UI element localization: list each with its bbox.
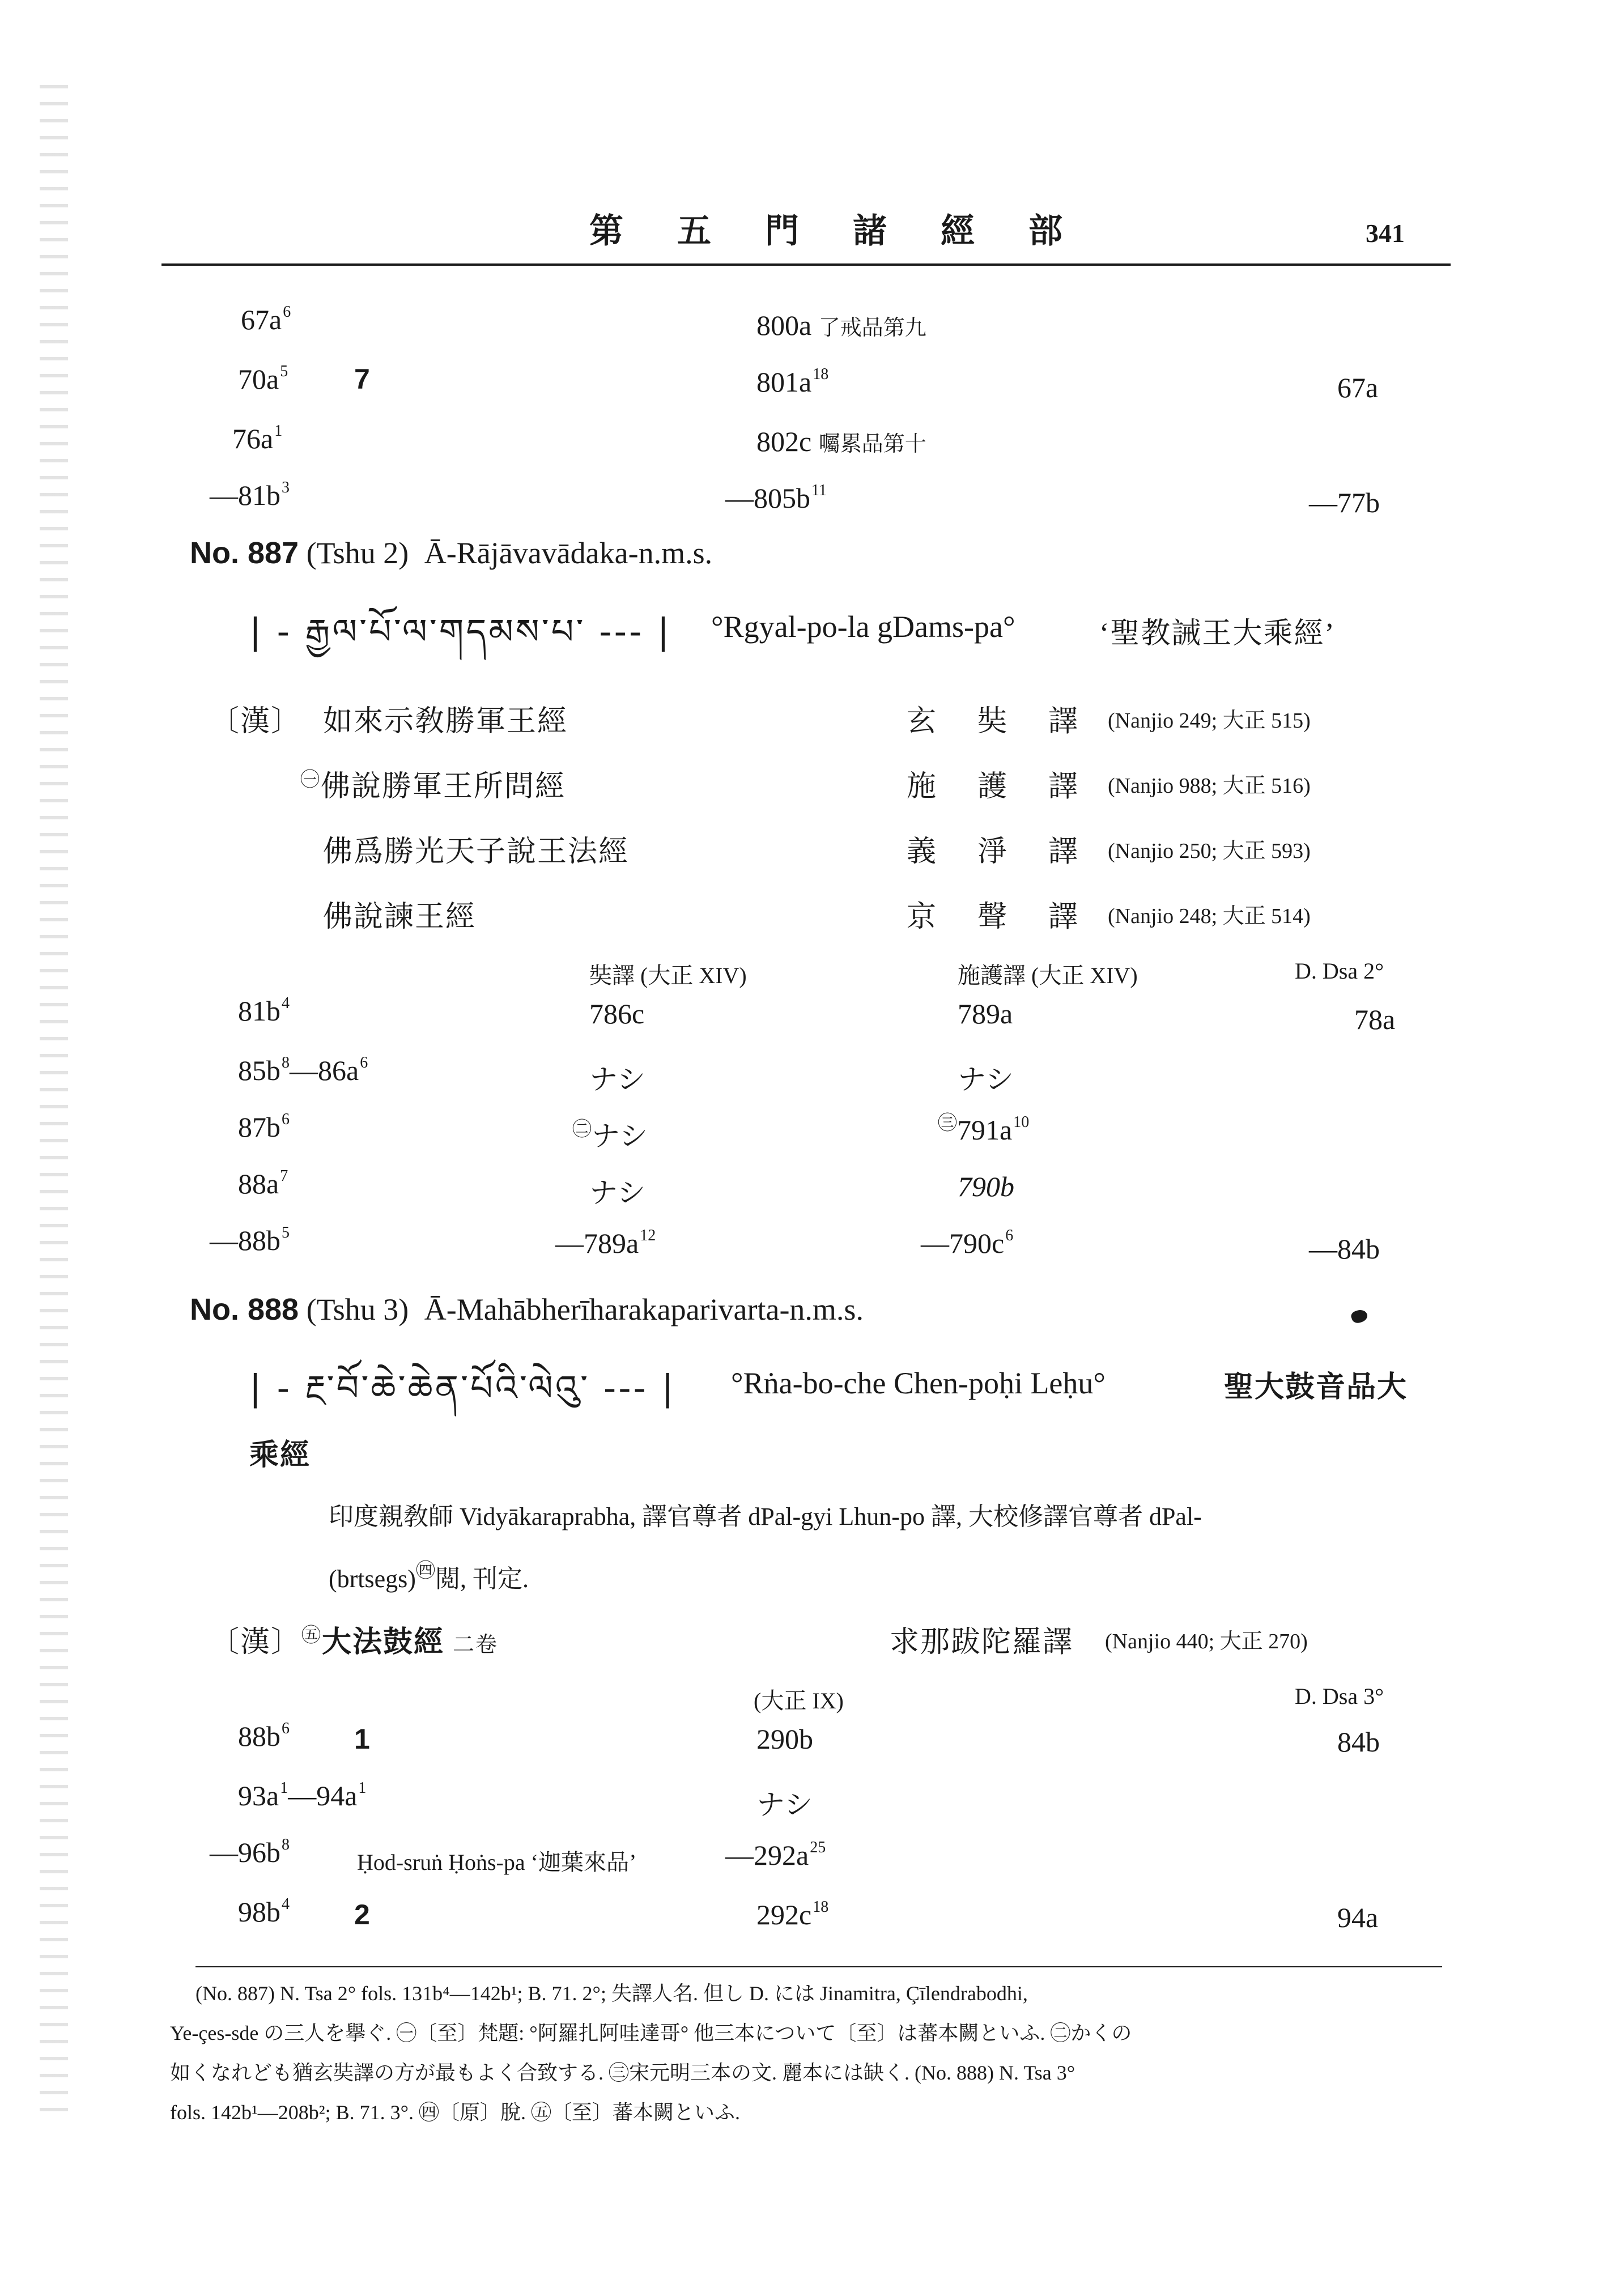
entry-887-romanized-title: °Rgyal-po-la gDams-pa° [711, 610, 1015, 644]
table-row-3-col3: 802c 囑累品第十 [756, 426, 926, 457]
entry-887-row-3-col2: $^㊁$ナシ [572, 1119, 648, 1152]
translation-2-sutra: $^㊀$佛說勝軍王所問經 [300, 769, 566, 803]
entry-888-description-continued: (brtsegs)$^㊃$閲, 刊定. [329, 1561, 529, 1593]
entry-887-row-5-col3: $—790c^6$ [921, 1227, 1014, 1259]
table-row-1-col1: $67a^6$ [241, 303, 291, 335]
scan-edge-artifact [40, 85, 68, 2125]
footnote-line-3: 如くなれども猶玄奘譯の方が最もよく合致する. ㊂宋元明三本の文. 麗本には缺く. (No. 888) N. Tsa 3° [170, 2061, 1075, 2084]
entry-888-row-2-col1: $93a^1—94a^1$ [238, 1779, 367, 1812]
entry-888-row-1-col4: 84b [1337, 1726, 1380, 1758]
translation-2-ref: (Nanjio 988; 大正 516) [1108, 774, 1311, 798]
footnote-line-4: fols. 142b¹—208b²; B. 71. 3°. ㊃〔原〕脫. ㊄〔至〕蕃本闕といふ. [170, 2101, 740, 2124]
entry-887-row-5-col4: —84b [1309, 1233, 1380, 1265]
entry-888-tibetan-title: | - རྔ་བོ་ཆེ་ཆེན་པོའི་ལེའུ་ --- | [249, 1367, 676, 1409]
entry-887-row-2-col3: ナシ [958, 1064, 1014, 1095]
entry-887-han-label: 〔漢〕 [210, 705, 302, 738]
entry-888-translator-description: 印度親敎師 Vidyākaraprabha, 譯官尊者 dPal-gyi Lhun-po 譯, 大校修譯官尊者 dPal- [329, 1503, 1202, 1530]
entry-888-row-3-col2: Ḥod-sruṅ Ḥoṅs-pa ‘迦葉來品’ [357, 1849, 637, 1875]
translation-1-sutra: 如來示敎勝軍王經 [323, 705, 568, 738]
entry-887-tshu: (Tshu 2) [306, 536, 409, 570]
entry-887-title: Ā-Rājāvavādaka-n.m.s. [424, 536, 713, 570]
table-row-2-col2: 7 [354, 363, 370, 395]
entry-887-heading [190, 535, 712, 571]
entry-887-row-2-col2: ナシ [589, 1064, 645, 1095]
entry-888-han-line: 〔漢〕$^㊄$大法鼓經 二卷 [210, 1625, 499, 1659]
footnote-line-1: (No. 887) N. Tsa 2° fols. 131b⁴—142b¹; B. 71. 2°; 失譯人名. 但し D. には Jinamitra, Çīlendrabodhi, [195, 1982, 1028, 2005]
translation-4-sutra: 佛說諫王經 [323, 901, 477, 933]
entry-887-row-5-col2: $—789a^{12}$ [555, 1227, 656, 1259]
page-header-title: 第 五 門 諸 經 部 [589, 212, 1085, 250]
entry-888-han-ref: (Nanjio 440; 大正 270) [1105, 1630, 1308, 1653]
entry-888-row-3-col1: $—96b^8$ [210, 1836, 290, 1868]
entry-888-row-2-col3: ナシ [756, 1789, 813, 1821]
table-row-4-col4: —77b [1309, 487, 1380, 518]
entry-888-japanese-title: 聖大鼓音品大 [1224, 1371, 1408, 1404]
entry-888-row-4-col3: $292c^{18}$ [756, 1898, 829, 1931]
entry-887-row-4-col1: $88a^7$ [238, 1167, 288, 1200]
entry-887-row-4-col3: 790b [958, 1171, 1014, 1202]
column-head-taisho-ix: (大正 IX) [754, 1688, 844, 1714]
entry-887-row-3-col3: $^㊂791a^{10}$ [938, 1113, 1030, 1146]
column-head-xuanzang: 奘譯 (大正 XIV) [589, 963, 747, 988]
entry-888-row-3-col3: $—292a^{25}$ [725, 1839, 826, 1871]
entry-887-tibetan-title: | - རྒྱལ་པོ་ལ་གདམས་པ་ --- | [249, 611, 671, 652]
table-row-2-col4: 67a [1337, 372, 1379, 403]
entry-888-row-1-col1: $88b^6$ [238, 1720, 290, 1752]
entry-888-heading [190, 1292, 864, 1327]
table-row-1-col3: 800a 了戒品第九 [756, 309, 926, 341]
translation-4-translator: 京 聲 譯 [907, 901, 1095, 933]
entry-888-tshu: (Tshu 3) [306, 1292, 409, 1326]
entry-888-row-4-col2: 2 [354, 1899, 370, 1931]
column-head-derge-3: D. Dsa 3° [1295, 1683, 1384, 1709]
entry-888-row-4-col1: $98b^4$ [238, 1895, 290, 1928]
entry-887-row-3-col1: $87b^6$ [238, 1111, 290, 1143]
entry-887-row-1-col1: $81b^4$ [238, 994, 290, 1027]
entry-887-row-4-col2: ナシ [589, 1177, 645, 1209]
entry-887-row-2-col1: $85b^8—86a^6$ [238, 1054, 368, 1086]
translation-2-translator: 施 護 譯 [907, 771, 1095, 803]
translation-4-ref: (Nanjio 248; 大正 514) [1108, 904, 1311, 928]
entry-888-number: No. 888 [190, 1292, 299, 1326]
entry-887-row-1-col3: 789a [958, 998, 1013, 1030]
translation-3-ref: (Nanjio 250; 大正 593) [1108, 839, 1311, 863]
entry-888-romanized-title: °Rṅa-bo-che Chen-poḥi Leḥu° [731, 1366, 1106, 1400]
header-rule [161, 263, 1451, 266]
translation-1-ref: (Nanjio 249; 大正 515) [1108, 709, 1311, 733]
entry-887-japanese-title: ‘聖教誡王大乘經’ [1099, 618, 1336, 650]
table-row-2-col1: $70a^5$ [238, 363, 288, 395]
entry-888-row-1-col3: 290b [756, 1723, 813, 1755]
entry-888-japanese-title-continued: 乘經 [249, 1439, 311, 1472]
entry-888-row-1-col2: 1 [354, 1723, 370, 1755]
table-row-4-col1: $—81b^3$ [210, 479, 290, 511]
entry-888-han-translator: 求那跋陀羅譯 [890, 1626, 1074, 1659]
column-head-shihu: 施護譯 (大正 XIV) [958, 963, 1138, 988]
entry-887-number: No. 887 [190, 536, 299, 570]
entry-887-row-5-col1: $—88b^5$ [210, 1224, 290, 1256]
entry-888-title: Ā-Mahābherīharakaparivarta-n.m.s. [424, 1292, 864, 1326]
footnote-line-2: Ye-çes-sde の三人を擧ぐ. ㊀〔至〕梵題: °阿羅扎阿哇達哥° 他三本について〔至〕は蕃本闕といふ. ㊁かくの [170, 2022, 1132, 2044]
entry-887-row-1-col2: 786c [589, 998, 645, 1030]
table-row-4-col3: $—805b^{11}$ [725, 482, 827, 514]
footnote-rule [195, 1966, 1442, 1967]
entry-888-row-4-col4: 94a [1337, 1902, 1379, 1933]
ink-blot-mark [1350, 1308, 1369, 1325]
translation-3-translator: 義 淨 譯 [907, 836, 1095, 868]
column-head-derge: D. Dsa 2° [1295, 958, 1384, 984]
translation-1-translator: 玄 奘 譯 [907, 705, 1095, 738]
table-row-2-col3: $801a^{18}$ [756, 365, 829, 398]
entry-887-row-1-col4: 78a [1354, 1004, 1396, 1035]
translation-3-sutra: 佛爲勝光天子說王法經 [323, 836, 630, 868]
page-number: 341 [1366, 219, 1405, 248]
table-row-3-col1: $76a^1$ [232, 422, 283, 454]
